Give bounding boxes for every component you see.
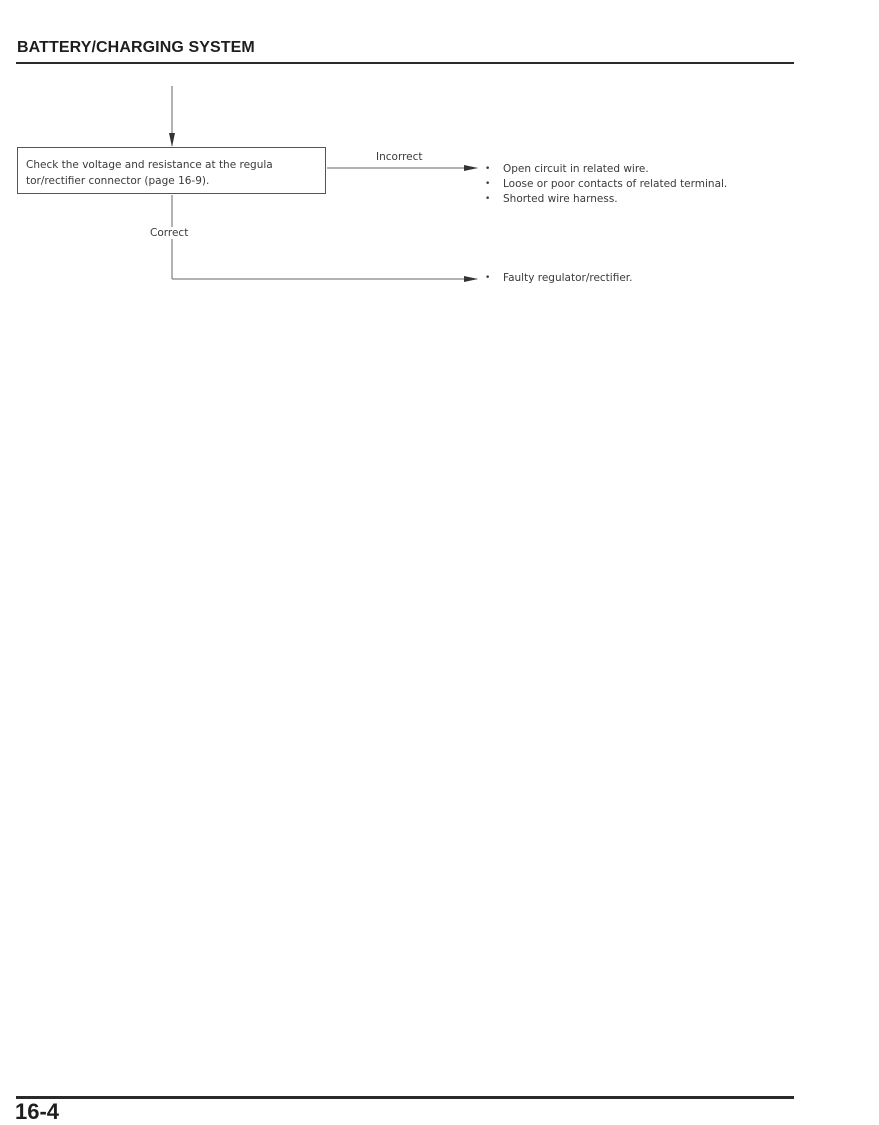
correct-results-list xyxy=(484,271,632,286)
correct-branch-label: Correct xyxy=(150,227,189,239)
list-item: • Open circuit in related wire. xyxy=(484,162,727,177)
check-step-box: Check the voltage and resistance at the regula tor/rectifier connector (page 16-9). xyxy=(17,147,326,194)
incorrect-results-list xyxy=(484,162,727,207)
page-number: 16-4 xyxy=(15,1099,60,1124)
list-item: • Faulty regulator/rectifier. xyxy=(484,271,632,286)
footer-divider xyxy=(16,1096,794,1099)
list-item: • Loose or poor contacts of related terminal. xyxy=(484,177,727,192)
list-item: • Shorted wire harness. xyxy=(484,192,727,207)
section-title: BATTERY/CHARGING SYSTEM xyxy=(17,39,255,56)
incorrect-branch-label: Incorrect xyxy=(376,151,423,163)
